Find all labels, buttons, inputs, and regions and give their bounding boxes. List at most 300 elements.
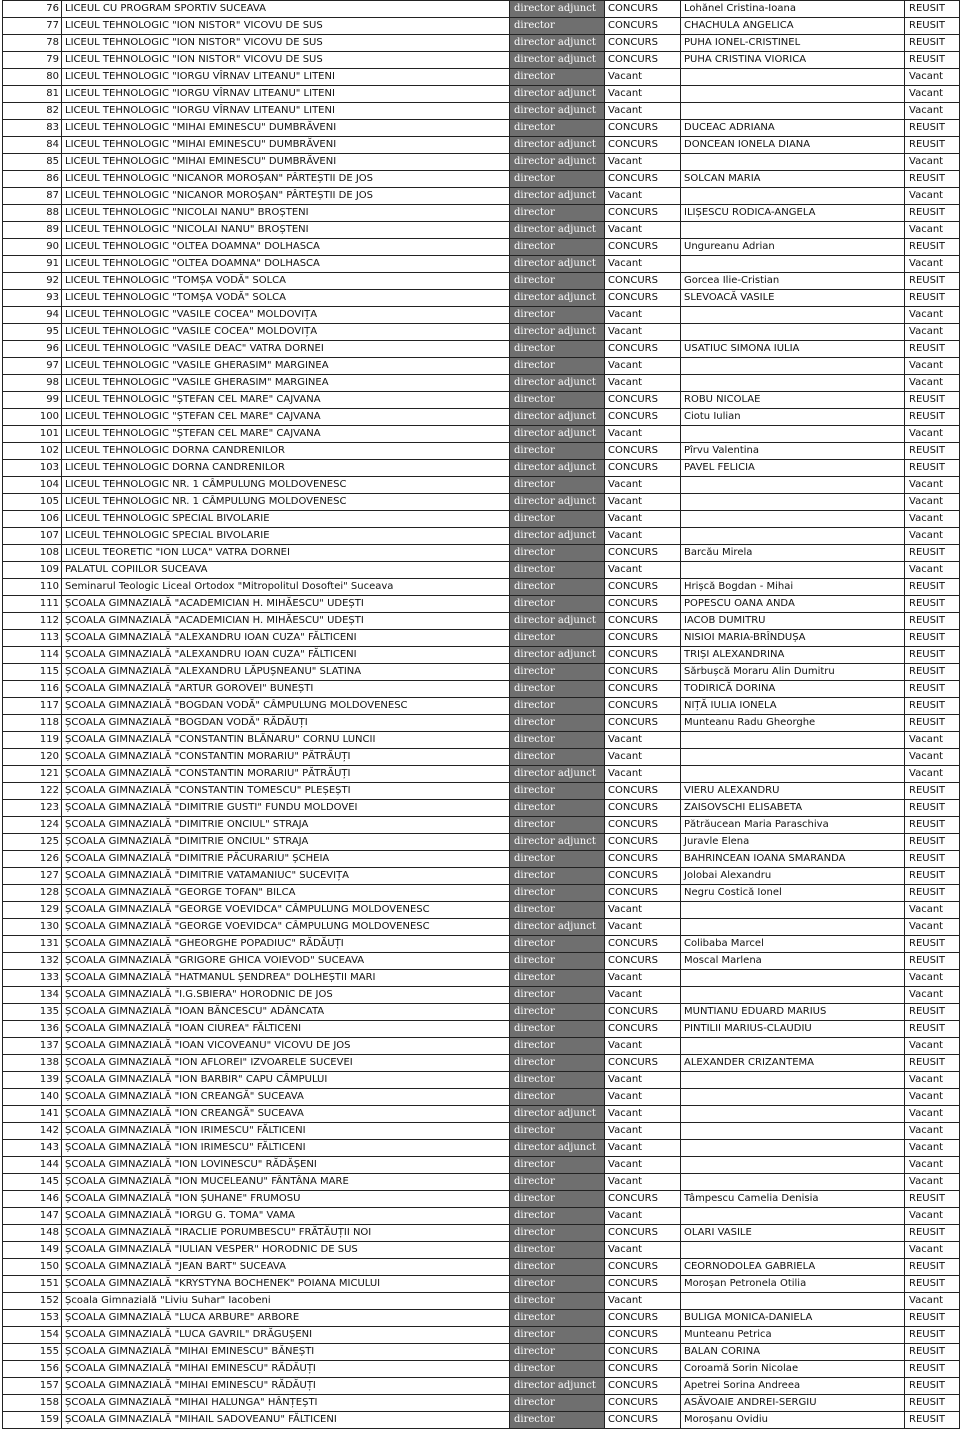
position-type: director adjunct bbox=[510, 919, 605, 936]
school-name: ȘCOALA GIMNAZIALĂ "DIMITRIE ONCIUL" STRAJA bbox=[62, 817, 510, 834]
person-name: PUHA IONEL-CRISTINEL bbox=[681, 35, 905, 52]
position-type: director bbox=[510, 1191, 605, 1208]
table-row bbox=[3, 494, 960, 511]
row-number: 148 bbox=[3, 1225, 62, 1242]
table-row bbox=[3, 817, 960, 834]
table-row bbox=[3, 1123, 960, 1140]
row-number: 89 bbox=[3, 222, 62, 239]
status: CONCURS bbox=[605, 953, 681, 970]
table-row bbox=[3, 1225, 960, 1242]
person-name: PUHA CRISTINA VIORICA bbox=[681, 52, 905, 69]
row-number: 126 bbox=[3, 851, 62, 868]
table-row bbox=[3, 664, 960, 681]
position-type: director bbox=[510, 1412, 605, 1429]
table-row bbox=[3, 1055, 960, 1072]
position-type: director bbox=[510, 868, 605, 885]
status: CONCURS bbox=[605, 1395, 681, 1412]
table-row bbox=[3, 1191, 960, 1208]
result: REUSIT bbox=[905, 1412, 960, 1429]
status: CONCURS bbox=[605, 698, 681, 715]
status: CONCURS bbox=[605, 647, 681, 664]
person-name: ZAISOVSCHI ELISABETA bbox=[681, 800, 905, 817]
row-number: 155 bbox=[3, 1344, 62, 1361]
table-row bbox=[3, 18, 960, 35]
result: REUSIT bbox=[905, 1055, 960, 1072]
result: Vacant bbox=[905, 766, 960, 783]
row-number: 135 bbox=[3, 1004, 62, 1021]
row-number: 106 bbox=[3, 511, 62, 528]
table-row bbox=[3, 239, 960, 256]
result: REUSIT bbox=[905, 290, 960, 307]
status: Vacant bbox=[605, 1089, 681, 1106]
status: CONCURS bbox=[605, 18, 681, 35]
table-row bbox=[3, 647, 960, 664]
person-name: ASĂVOAIE ANDREI-SERGIU bbox=[681, 1395, 905, 1412]
row-number: 85 bbox=[3, 154, 62, 171]
result: REUSIT bbox=[905, 1004, 960, 1021]
position-type: director adjunct bbox=[510, 256, 605, 273]
person-name: IACOB DUMITRU bbox=[681, 613, 905, 630]
row-number: 115 bbox=[3, 664, 62, 681]
person-name: Munteanu Radu Gheorghe bbox=[681, 715, 905, 732]
school-name: LICEUL TEHNOLOGIC "ION NISTOR" VICOVU DE SUS bbox=[62, 52, 510, 69]
row-number: 153 bbox=[3, 1310, 62, 1327]
status: Vacant bbox=[605, 1293, 681, 1310]
school-name: ȘCOALA GIMNAZIALĂ "ION ȘUHANE" FRUMOSU bbox=[62, 1191, 510, 1208]
school-name: PALATUL COPIILOR SUCEAVA bbox=[62, 562, 510, 579]
school-name: LICEUL TEHNOLOGIC "VASILE DEAC" VATRA DORNEI bbox=[62, 341, 510, 358]
position-type: director bbox=[510, 1361, 605, 1378]
result: REUSIT bbox=[905, 715, 960, 732]
result: REUSIT bbox=[905, 273, 960, 290]
table-row bbox=[3, 579, 960, 596]
status: CONCURS bbox=[605, 1004, 681, 1021]
status: CONCURS bbox=[605, 783, 681, 800]
status: CONCURS bbox=[605, 1327, 681, 1344]
result: Vacant bbox=[905, 732, 960, 749]
row-number: 111 bbox=[3, 596, 62, 613]
table-row bbox=[3, 35, 960, 52]
person-name bbox=[681, 732, 905, 749]
position-type: director bbox=[510, 1038, 605, 1055]
table-row bbox=[3, 749, 960, 766]
person-name: CHACHULA ANGELICA bbox=[681, 18, 905, 35]
position-type: director bbox=[510, 341, 605, 358]
row-number: 82 bbox=[3, 103, 62, 120]
row-number: 146 bbox=[3, 1191, 62, 1208]
status: CONCURS bbox=[605, 715, 681, 732]
school-name: ȘCOALA GIMNAZIALĂ "MIHAI EMINESCU" RĂDĂUȚI bbox=[62, 1378, 510, 1395]
person-name bbox=[681, 987, 905, 1004]
position-type: director bbox=[510, 970, 605, 987]
status: Vacant bbox=[605, 1140, 681, 1157]
result: Vacant bbox=[905, 970, 960, 987]
row-number: 104 bbox=[3, 477, 62, 494]
result: REUSIT bbox=[905, 1191, 960, 1208]
person-name: CEORNODOLEA GABRIELA bbox=[681, 1259, 905, 1276]
position-type: director bbox=[510, 732, 605, 749]
school-name: ȘCOALA GIMNAZIALĂ "ION CREANGĂ" SUCEAVA bbox=[62, 1106, 510, 1123]
school-name: ȘCOALA GIMNAZIALĂ "ION IRIMESCU" FĂLTICENI bbox=[62, 1140, 510, 1157]
result: REUSIT bbox=[905, 392, 960, 409]
school-name: ȘCOALA GIMNAZIALĂ "DIMITRIE ONCIUL" STRAJA bbox=[62, 834, 510, 851]
person-name: Ciotu Iulian bbox=[681, 409, 905, 426]
status: CONCURS bbox=[605, 392, 681, 409]
school-name: LICEUL TEHNOLOGIC SPECIAL BIVOLARIE bbox=[62, 511, 510, 528]
results-table bbox=[2, 0, 960, 1429]
school-name: ȘCOALA GIMNAZIALĂ "ION CREANGĂ" SUCEAVA bbox=[62, 1089, 510, 1106]
position-type: director bbox=[510, 681, 605, 698]
table-row bbox=[3, 1310, 960, 1327]
status: CONCURS bbox=[605, 1259, 681, 1276]
table-row bbox=[3, 307, 960, 324]
position-type: director bbox=[510, 1310, 605, 1327]
status: Vacant bbox=[605, 426, 681, 443]
school-name: LICEUL TEHNOLOGIC "VASILE COCEA" MOLDOVIȚA bbox=[62, 324, 510, 341]
table-row bbox=[3, 834, 960, 851]
status: CONCURS bbox=[605, 596, 681, 613]
table-row bbox=[3, 409, 960, 426]
status: Vacant bbox=[605, 69, 681, 86]
status: Vacant bbox=[605, 477, 681, 494]
result: REUSIT bbox=[905, 460, 960, 477]
person-name: Lohănel Cristina-Ioana bbox=[681, 1, 905, 18]
row-number: 158 bbox=[3, 1395, 62, 1412]
status: Vacant bbox=[605, 766, 681, 783]
status: CONCURS bbox=[605, 205, 681, 222]
school-name: ȘCOALA GIMNAZIALĂ "IORGU G. TOMA" VAMA bbox=[62, 1208, 510, 1225]
status: CONCURS bbox=[605, 1361, 681, 1378]
person-name: ALEXANDER CRIZANTEMA bbox=[681, 1055, 905, 1072]
person-name bbox=[681, 1174, 905, 1191]
table-row bbox=[3, 188, 960, 205]
table-row bbox=[3, 783, 960, 800]
table-row bbox=[3, 1106, 960, 1123]
result: Vacant bbox=[905, 426, 960, 443]
school-name: LICEUL TEHNOLOGIC "IORGU VÎRNAV LITEANU" LITENI bbox=[62, 86, 510, 103]
table-row bbox=[3, 630, 960, 647]
result: Vacant bbox=[905, 103, 960, 120]
result: Vacant bbox=[905, 69, 960, 86]
position-type: director bbox=[510, 477, 605, 494]
row-number: 128 bbox=[3, 885, 62, 902]
school-name: LICEUL TEHNOLOGIC "MIHAI EMINESCU" DUMBRĂVENI bbox=[62, 137, 510, 154]
position-type: director bbox=[510, 1276, 605, 1293]
person-name: Pîrvu Valentina bbox=[681, 443, 905, 460]
person-name bbox=[681, 1123, 905, 1140]
result: Vacant bbox=[905, 528, 960, 545]
result: REUSIT bbox=[905, 579, 960, 596]
table-row bbox=[3, 1327, 960, 1344]
person-name: Tâmpescu Camelia Denisia bbox=[681, 1191, 905, 1208]
table-row bbox=[3, 919, 960, 936]
school-name: LICEUL TEHNOLOGIC "TOMȘA VODĂ" SOLCA bbox=[62, 273, 510, 290]
table-row bbox=[3, 426, 960, 443]
table-row bbox=[3, 1140, 960, 1157]
position-type: director bbox=[510, 1225, 605, 1242]
status: Vacant bbox=[605, 1157, 681, 1174]
status: CONCURS bbox=[605, 137, 681, 154]
row-number: 86 bbox=[3, 171, 62, 188]
row-number: 99 bbox=[3, 392, 62, 409]
row-number: 118 bbox=[3, 715, 62, 732]
person-name bbox=[681, 1072, 905, 1089]
table-row bbox=[3, 358, 960, 375]
row-number: 133 bbox=[3, 970, 62, 987]
row-number: 143 bbox=[3, 1140, 62, 1157]
table-row bbox=[3, 86, 960, 103]
person-name: Colibaba Marcel bbox=[681, 936, 905, 953]
status: CONCURS bbox=[605, 1344, 681, 1361]
result: REUSIT bbox=[905, 239, 960, 256]
result: Vacant bbox=[905, 1174, 960, 1191]
table-row bbox=[3, 1038, 960, 1055]
result: Vacant bbox=[905, 1106, 960, 1123]
result: Vacant bbox=[905, 188, 960, 205]
position-type: director bbox=[510, 307, 605, 324]
school-name: ȘCOALA GIMNAZIALĂ "KRYSTYNA BOCHENEK" POIANA MICULUI bbox=[62, 1276, 510, 1293]
position-type: director adjunct bbox=[510, 137, 605, 154]
status: CONCURS bbox=[605, 1, 681, 18]
person-name: OLARI VASILE bbox=[681, 1225, 905, 1242]
person-name: SOLCAN MARIA bbox=[681, 171, 905, 188]
person-name: BALAN CORINA bbox=[681, 1344, 905, 1361]
result: Vacant bbox=[905, 1293, 960, 1310]
row-number: 140 bbox=[3, 1089, 62, 1106]
position-type: director bbox=[510, 630, 605, 647]
status: CONCURS bbox=[605, 868, 681, 885]
person-name: Moroșan Petronela Otilia bbox=[681, 1276, 905, 1293]
school-name: ȘCOALA GIMNAZIALĂ "CONSTANTIN MORARIU" PĂTRĂUȚI bbox=[62, 766, 510, 783]
position-type: director bbox=[510, 1259, 605, 1276]
result: Vacant bbox=[905, 1072, 960, 1089]
status: Vacant bbox=[605, 1038, 681, 1055]
status: CONCURS bbox=[605, 239, 681, 256]
table-row bbox=[3, 1021, 960, 1038]
person-name: Sărbușcă Moraru Alin Dumitru bbox=[681, 664, 905, 681]
person-name bbox=[681, 562, 905, 579]
row-number: 121 bbox=[3, 766, 62, 783]
result: Vacant bbox=[905, 324, 960, 341]
person-name bbox=[681, 1106, 905, 1123]
table-row bbox=[3, 732, 960, 749]
status: Vacant bbox=[605, 749, 681, 766]
position-type: director adjunct bbox=[510, 324, 605, 341]
school-name: ȘCOALA GIMNAZIALĂ "DIMITRIE VATAMANIUC" SUCEVIȚA bbox=[62, 868, 510, 885]
position-type: director bbox=[510, 987, 605, 1004]
status: CONCURS bbox=[605, 460, 681, 477]
person-name: NISIOI MARIA-BRÎNDUȘA bbox=[681, 630, 905, 647]
status: Vacant bbox=[605, 1072, 681, 1089]
row-number: 122 bbox=[3, 783, 62, 800]
table-row bbox=[3, 1208, 960, 1225]
person-name bbox=[681, 222, 905, 239]
school-name: ȘCOALA GIMNAZIALĂ "IOAN VICOVEANU" VICOVU DE JOS bbox=[62, 1038, 510, 1055]
result: REUSIT bbox=[905, 1259, 960, 1276]
result: REUSIT bbox=[905, 1225, 960, 1242]
table-row bbox=[3, 477, 960, 494]
position-type: director bbox=[510, 851, 605, 868]
row-number: 125 bbox=[3, 834, 62, 851]
table-row bbox=[3, 290, 960, 307]
school-name: ȘCOALA GIMNAZIALĂ "ACADEMICIAN H. MIHĂESCU" UDEȘTI bbox=[62, 613, 510, 630]
school-name: ȘCOALA GIMNAZIALĂ "JEAN BART" SUCEAVA bbox=[62, 1259, 510, 1276]
status: CONCURS bbox=[605, 1225, 681, 1242]
position-type: director bbox=[510, 596, 605, 613]
status: Vacant bbox=[605, 307, 681, 324]
position-type: director bbox=[510, 902, 605, 919]
person-name: ROBU NICOLAE bbox=[681, 392, 905, 409]
table-row bbox=[3, 715, 960, 732]
person-name: Munteanu Petrica bbox=[681, 1327, 905, 1344]
table-row bbox=[3, 205, 960, 222]
person-name: PAVEL FELICIA bbox=[681, 460, 905, 477]
result: Vacant bbox=[905, 222, 960, 239]
position-type: director adjunct bbox=[510, 766, 605, 783]
school-name: ȘCOALA GIMNAZIALĂ "IOAN CIUREA" FĂLTICENI bbox=[62, 1021, 510, 1038]
status: CONCURS bbox=[605, 1191, 681, 1208]
result: Vacant bbox=[905, 477, 960, 494]
result: REUSIT bbox=[905, 1395, 960, 1412]
school-name: LICEUL TEHNOLOGIC "MIHAI EMINESCU" DUMBRĂVENI bbox=[62, 120, 510, 137]
school-name: ȘCOALA GIMNAZIALĂ "ION MUCELEANU" FÂNTÂNA MARE bbox=[62, 1174, 510, 1191]
school-name: LICEUL TEHNOLOGIC NR. 1 CÂMPULUNG MOLDOVENESC bbox=[62, 477, 510, 494]
table-row bbox=[3, 885, 960, 902]
row-number: 90 bbox=[3, 239, 62, 256]
person-name: DUCEAC ADRIANA bbox=[681, 120, 905, 137]
table-row bbox=[3, 222, 960, 239]
person-name bbox=[681, 375, 905, 392]
person-name bbox=[681, 86, 905, 103]
status: CONCURS bbox=[605, 579, 681, 596]
result: Vacant bbox=[905, 562, 960, 579]
school-name: ȘCOALA GIMNAZIALĂ "BOGDAN VODĂ" CÂMPULUNG MOLDOVENESC bbox=[62, 698, 510, 715]
person-name bbox=[681, 1293, 905, 1310]
person-name: Coroamă Sorin Nicolae bbox=[681, 1361, 905, 1378]
result: REUSIT bbox=[905, 341, 960, 358]
position-type: director bbox=[510, 953, 605, 970]
status: Vacant bbox=[605, 1242, 681, 1259]
result: Vacant bbox=[905, 494, 960, 511]
row-number: 151 bbox=[3, 1276, 62, 1293]
result: Vacant bbox=[905, 256, 960, 273]
row-number: 130 bbox=[3, 919, 62, 936]
status: CONCURS bbox=[605, 800, 681, 817]
school-name: LICEUL CU PROGRAM SPORTIV SUCEAVA bbox=[62, 1, 510, 18]
table-row bbox=[3, 1395, 960, 1412]
table-row bbox=[3, 1, 960, 18]
person-name: Negru Costică Ionel bbox=[681, 885, 905, 902]
table-row bbox=[3, 766, 960, 783]
result: Vacant bbox=[905, 919, 960, 936]
result: Vacant bbox=[905, 154, 960, 171]
status: Vacant bbox=[605, 103, 681, 120]
person-name bbox=[681, 307, 905, 324]
table-row bbox=[3, 1412, 960, 1429]
result: REUSIT bbox=[905, 800, 960, 817]
row-number: 154 bbox=[3, 1327, 62, 1344]
result: REUSIT bbox=[905, 783, 960, 800]
status: CONCURS bbox=[605, 1276, 681, 1293]
position-type: director bbox=[510, 817, 605, 834]
status: Vacant bbox=[605, 562, 681, 579]
row-number: 112 bbox=[3, 613, 62, 630]
person-name bbox=[681, 1038, 905, 1055]
status: CONCURS bbox=[605, 1310, 681, 1327]
person-name: DONCEAN IONELA DIANA bbox=[681, 137, 905, 154]
result: REUSIT bbox=[905, 137, 960, 154]
position-type: director bbox=[510, 392, 605, 409]
school-name: ȘCOALA GIMNAZIALĂ "ALEXANDRU IOAN CUZA" FĂLTICENI bbox=[62, 647, 510, 664]
result: REUSIT bbox=[905, 596, 960, 613]
row-number: 157 bbox=[3, 1378, 62, 1395]
status: CONCURS bbox=[605, 443, 681, 460]
status: CONCURS bbox=[605, 817, 681, 834]
school-name: ȘCOALA GIMNAZIALĂ "ALEXANDRU LĂPUȘNEANU" SLATINA bbox=[62, 664, 510, 681]
school-name: LICEUL TEHNOLOGIC "OLTEA DOAMNA" DOLHASCA bbox=[62, 256, 510, 273]
status: Vacant bbox=[605, 1174, 681, 1191]
school-name: ȘCOALA GIMNAZIALĂ "GHEORGHE POPADIUC" RĂDĂUȚI bbox=[62, 936, 510, 953]
person-name: Apetrei Sorina Andreea bbox=[681, 1378, 905, 1395]
position-type: director adjunct bbox=[510, 1106, 605, 1123]
position-type: director bbox=[510, 443, 605, 460]
position-type: director adjunct bbox=[510, 154, 605, 171]
row-number: 139 bbox=[3, 1072, 62, 1089]
person-name: PINTILII MARIUS-CLAUDIU bbox=[681, 1021, 905, 1038]
school-name: LICEUL TEHNOLOGIC "NICANOR MOROȘAN" PÂRTEȘTII DE JOS bbox=[62, 188, 510, 205]
school-name: ȘCOALA GIMNAZIALĂ "ACADEMICIAN H. MIHĂESCU" UDEȘTI bbox=[62, 596, 510, 613]
result: REUSIT bbox=[905, 885, 960, 902]
status: Vacant bbox=[605, 732, 681, 749]
status: Vacant bbox=[605, 511, 681, 528]
row-number: 144 bbox=[3, 1157, 62, 1174]
status: CONCURS bbox=[605, 52, 681, 69]
school-name: LICEUL TEHNOLOGIC "ȘTEFAN CEL MARE" CAJVANA bbox=[62, 392, 510, 409]
school-name: ȘCOALA GIMNAZIALĂ "ION IRIMESCU" FĂLTICENI bbox=[62, 1123, 510, 1140]
school-name: LICEUL TEHNOLOGIC NR. 1 CÂMPULUNG MOLDOVENESC bbox=[62, 494, 510, 511]
row-number: 79 bbox=[3, 52, 62, 69]
row-number: 119 bbox=[3, 732, 62, 749]
position-type: director bbox=[510, 783, 605, 800]
school-name: LICEUL TEHNOLOGIC "ȘTEFAN CEL MARE" CAJVANA bbox=[62, 409, 510, 426]
position-type: director adjunct bbox=[510, 52, 605, 69]
position-type: director bbox=[510, 885, 605, 902]
row-number: 87 bbox=[3, 188, 62, 205]
school-name: LICEUL TEHNOLOGIC "NICOLAI NANU" BROȘTENI bbox=[62, 222, 510, 239]
table-row bbox=[3, 545, 960, 562]
result: REUSIT bbox=[905, 18, 960, 35]
status: Vacant bbox=[605, 86, 681, 103]
person-name: SLEVOACĂ VASILE bbox=[681, 290, 905, 307]
result: Vacant bbox=[905, 1123, 960, 1140]
table-row bbox=[3, 698, 960, 715]
school-name: ȘCOALA GIMNAZIALĂ "DIMITRIE PĂCURARIU" ȘCHEIA bbox=[62, 851, 510, 868]
row-number: 131 bbox=[3, 936, 62, 953]
school-name: ȘCOALA GIMNAZIALĂ "GRIGORE GHICA VOIEVOD" SUCEAVA bbox=[62, 953, 510, 970]
row-number: 107 bbox=[3, 528, 62, 545]
status: CONCURS bbox=[605, 1021, 681, 1038]
result: REUSIT bbox=[905, 443, 960, 460]
position-type: director bbox=[510, 749, 605, 766]
table-row bbox=[3, 511, 960, 528]
result: Vacant bbox=[905, 358, 960, 375]
school-name: LICEUL TEHNOLOGIC DORNA CANDRENILOR bbox=[62, 443, 510, 460]
row-number: 147 bbox=[3, 1208, 62, 1225]
result: REUSIT bbox=[905, 936, 960, 953]
status: CONCURS bbox=[605, 681, 681, 698]
person-name bbox=[681, 1208, 905, 1225]
row-number: 120 bbox=[3, 749, 62, 766]
